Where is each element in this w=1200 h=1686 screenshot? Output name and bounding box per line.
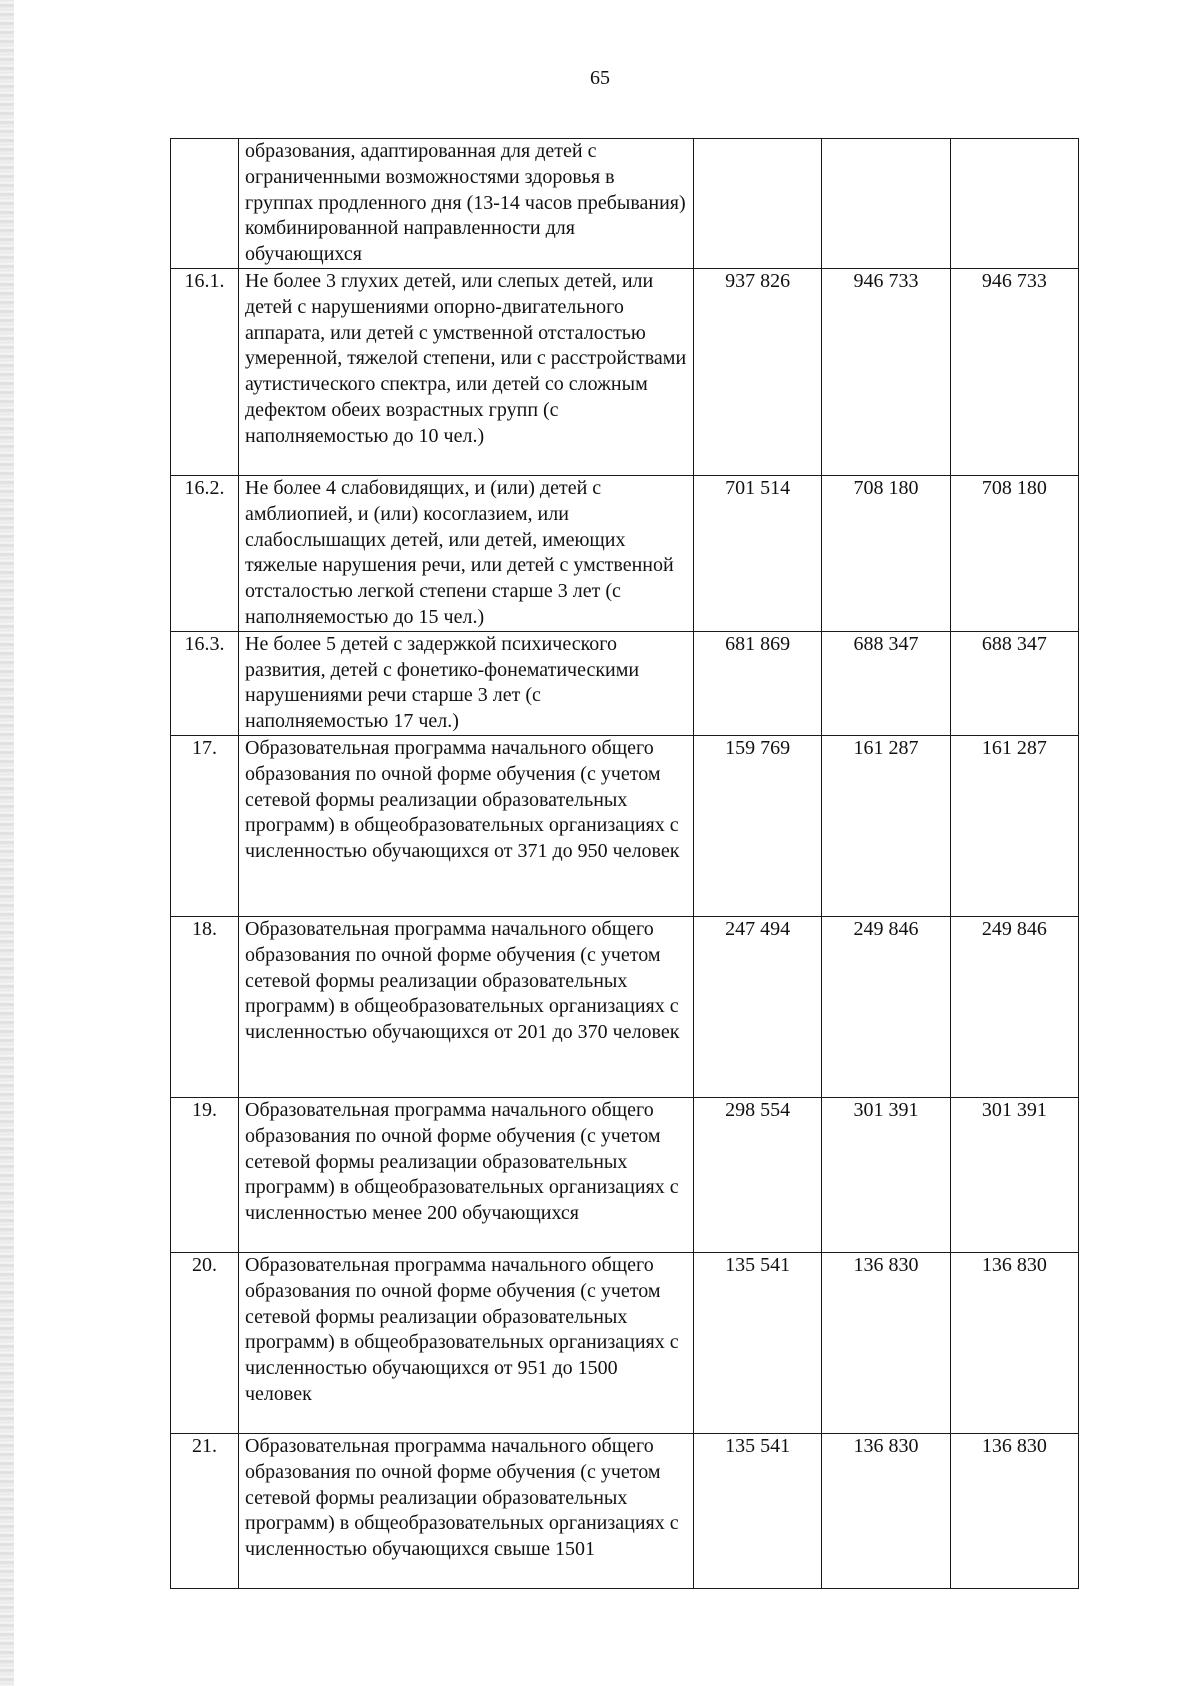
row-number: 21.: [171, 1433, 239, 1588]
row-number: 18.: [171, 916, 239, 1097]
row-value-3: 136 830: [950, 1433, 1078, 1588]
row-value-2: 161 287: [822, 735, 950, 916]
row-number: 16.2.: [171, 476, 239, 632]
row-number: 20.: [171, 1252, 239, 1433]
row-value-1: 135 541: [694, 1433, 822, 1588]
row-value-1: 298 554: [694, 1097, 822, 1252]
table-row: [171, 631, 1079, 735]
table-row: [171, 139, 1079, 269]
row-value-3: 249 846: [950, 916, 1078, 1097]
row-description: Образовательная программа начального общего образования по очной форме обучения (с учетом сетевой формы реализации образовательных программ) в общеобразовательных организациях с численностью менее 200 обучающихся: [239, 1097, 694, 1252]
row-value-1: [694, 139, 822, 269]
page-number: 65: [590, 67, 610, 89]
row-value-2: [822, 139, 950, 269]
row-value-1: 701 514: [694, 476, 822, 632]
row-value-3: 301 391: [950, 1097, 1078, 1252]
row-value-3: 946 733: [950, 269, 1078, 476]
row-value-3: [950, 139, 1078, 269]
row-value-3: 708 180: [950, 476, 1078, 632]
row-number: 16.1.: [171, 269, 239, 476]
tariff-table: [170, 138, 1079, 1589]
row-description: Образовательная программа начального общего образования по очной форме обучения (с учетом сетевой формы реализации образовательных программ) в общеобразовательных организациях с численностью обучающихся от 201 до 370 человек: [239, 916, 694, 1097]
row-value-1: 937 826: [694, 269, 822, 476]
row-value-1: 159 769: [694, 735, 822, 916]
row-value-1: 247 494: [694, 916, 822, 1097]
table-row: [171, 476, 1079, 632]
row-value-1: 681 869: [694, 631, 822, 735]
row-value-2: 136 830: [822, 1252, 950, 1433]
row-number: 19.: [171, 1097, 239, 1252]
row-description: Не более 3 глухих детей, или слепых детей, или детей с нарушениями опорно-двигательного аппарата, или детей с умственной отсталостью умеренной, тяжелой степени, или с расстройствами аутистического спектра, или детей со сложным дефектом обеих возрастных групп (с наполняемостью до 10 чел.): [239, 269, 694, 476]
row-value-2: 708 180: [822, 476, 950, 632]
row-value-2: 136 830: [822, 1433, 950, 1588]
row-value-3: 136 830: [950, 1252, 1078, 1433]
scan-edge-shadow: [0, 0, 14, 1686]
row-value-2: 688 347: [822, 631, 950, 735]
row-description: Не более 4 слабовидящих, и (или) детей с амблиопией, и (или) косоглазием, или слабослышащих детей, или детей, имеющих тяжелые нарушения речи, или детей с умственной отсталостью легкой степени старше 3 лет (с наполняемостью до 15 чел.): [239, 476, 694, 632]
row-value-2: 301 391: [822, 1097, 950, 1252]
table-row: [171, 1252, 1079, 1433]
row-number: 16.3.: [171, 631, 239, 735]
table-row: [171, 1097, 1079, 1252]
row-value-2: 249 846: [822, 916, 950, 1097]
row-description: Образовательная программа начального общего образования по очной форме обучения (с учетом сетевой формы реализации образовательных программ) в общеобразовательных организациях с численностью обучающихся свыше 1501: [239, 1433, 694, 1588]
table-row: [171, 1433, 1079, 1588]
row-value-2: 946 733: [822, 269, 950, 476]
table-row: [171, 735, 1079, 916]
row-number: [171, 139, 239, 269]
row-value-3: 161 287: [950, 735, 1078, 916]
table-row: [171, 269, 1079, 476]
table-row: [171, 916, 1079, 1097]
row-description: Образовательная программа начального общего образования по очной форме обучения (с учетом сетевой формы реализации образовательных программ) в общеобразовательных организациях с численностью обучающихся от 371 до 950 человек: [239, 735, 694, 916]
row-description: Не более 5 детей с задержкой психического развития, детей с фонетико-фонематическими нарушениями речи старше 3 лет (с наполняемостью 17 чел.): [239, 631, 694, 735]
row-description: Образовательная программа начального общего образования по очной форме обучения (с учетом сетевой формы реализации образовательных программ) в общеобразовательных организациях с численностью обучающихся от 951 до 1500 человек: [239, 1252, 694, 1433]
row-value-1: 135 541: [694, 1252, 822, 1433]
row-description: образования, адаптированная для детей с ограниченными возможностями здоровья в группах продленного дня (13-14 часов пребывания) комбинированной направленности для обучающихся: [239, 139, 694, 269]
row-value-3: 688 347: [950, 631, 1078, 735]
row-number: 17.: [171, 735, 239, 916]
